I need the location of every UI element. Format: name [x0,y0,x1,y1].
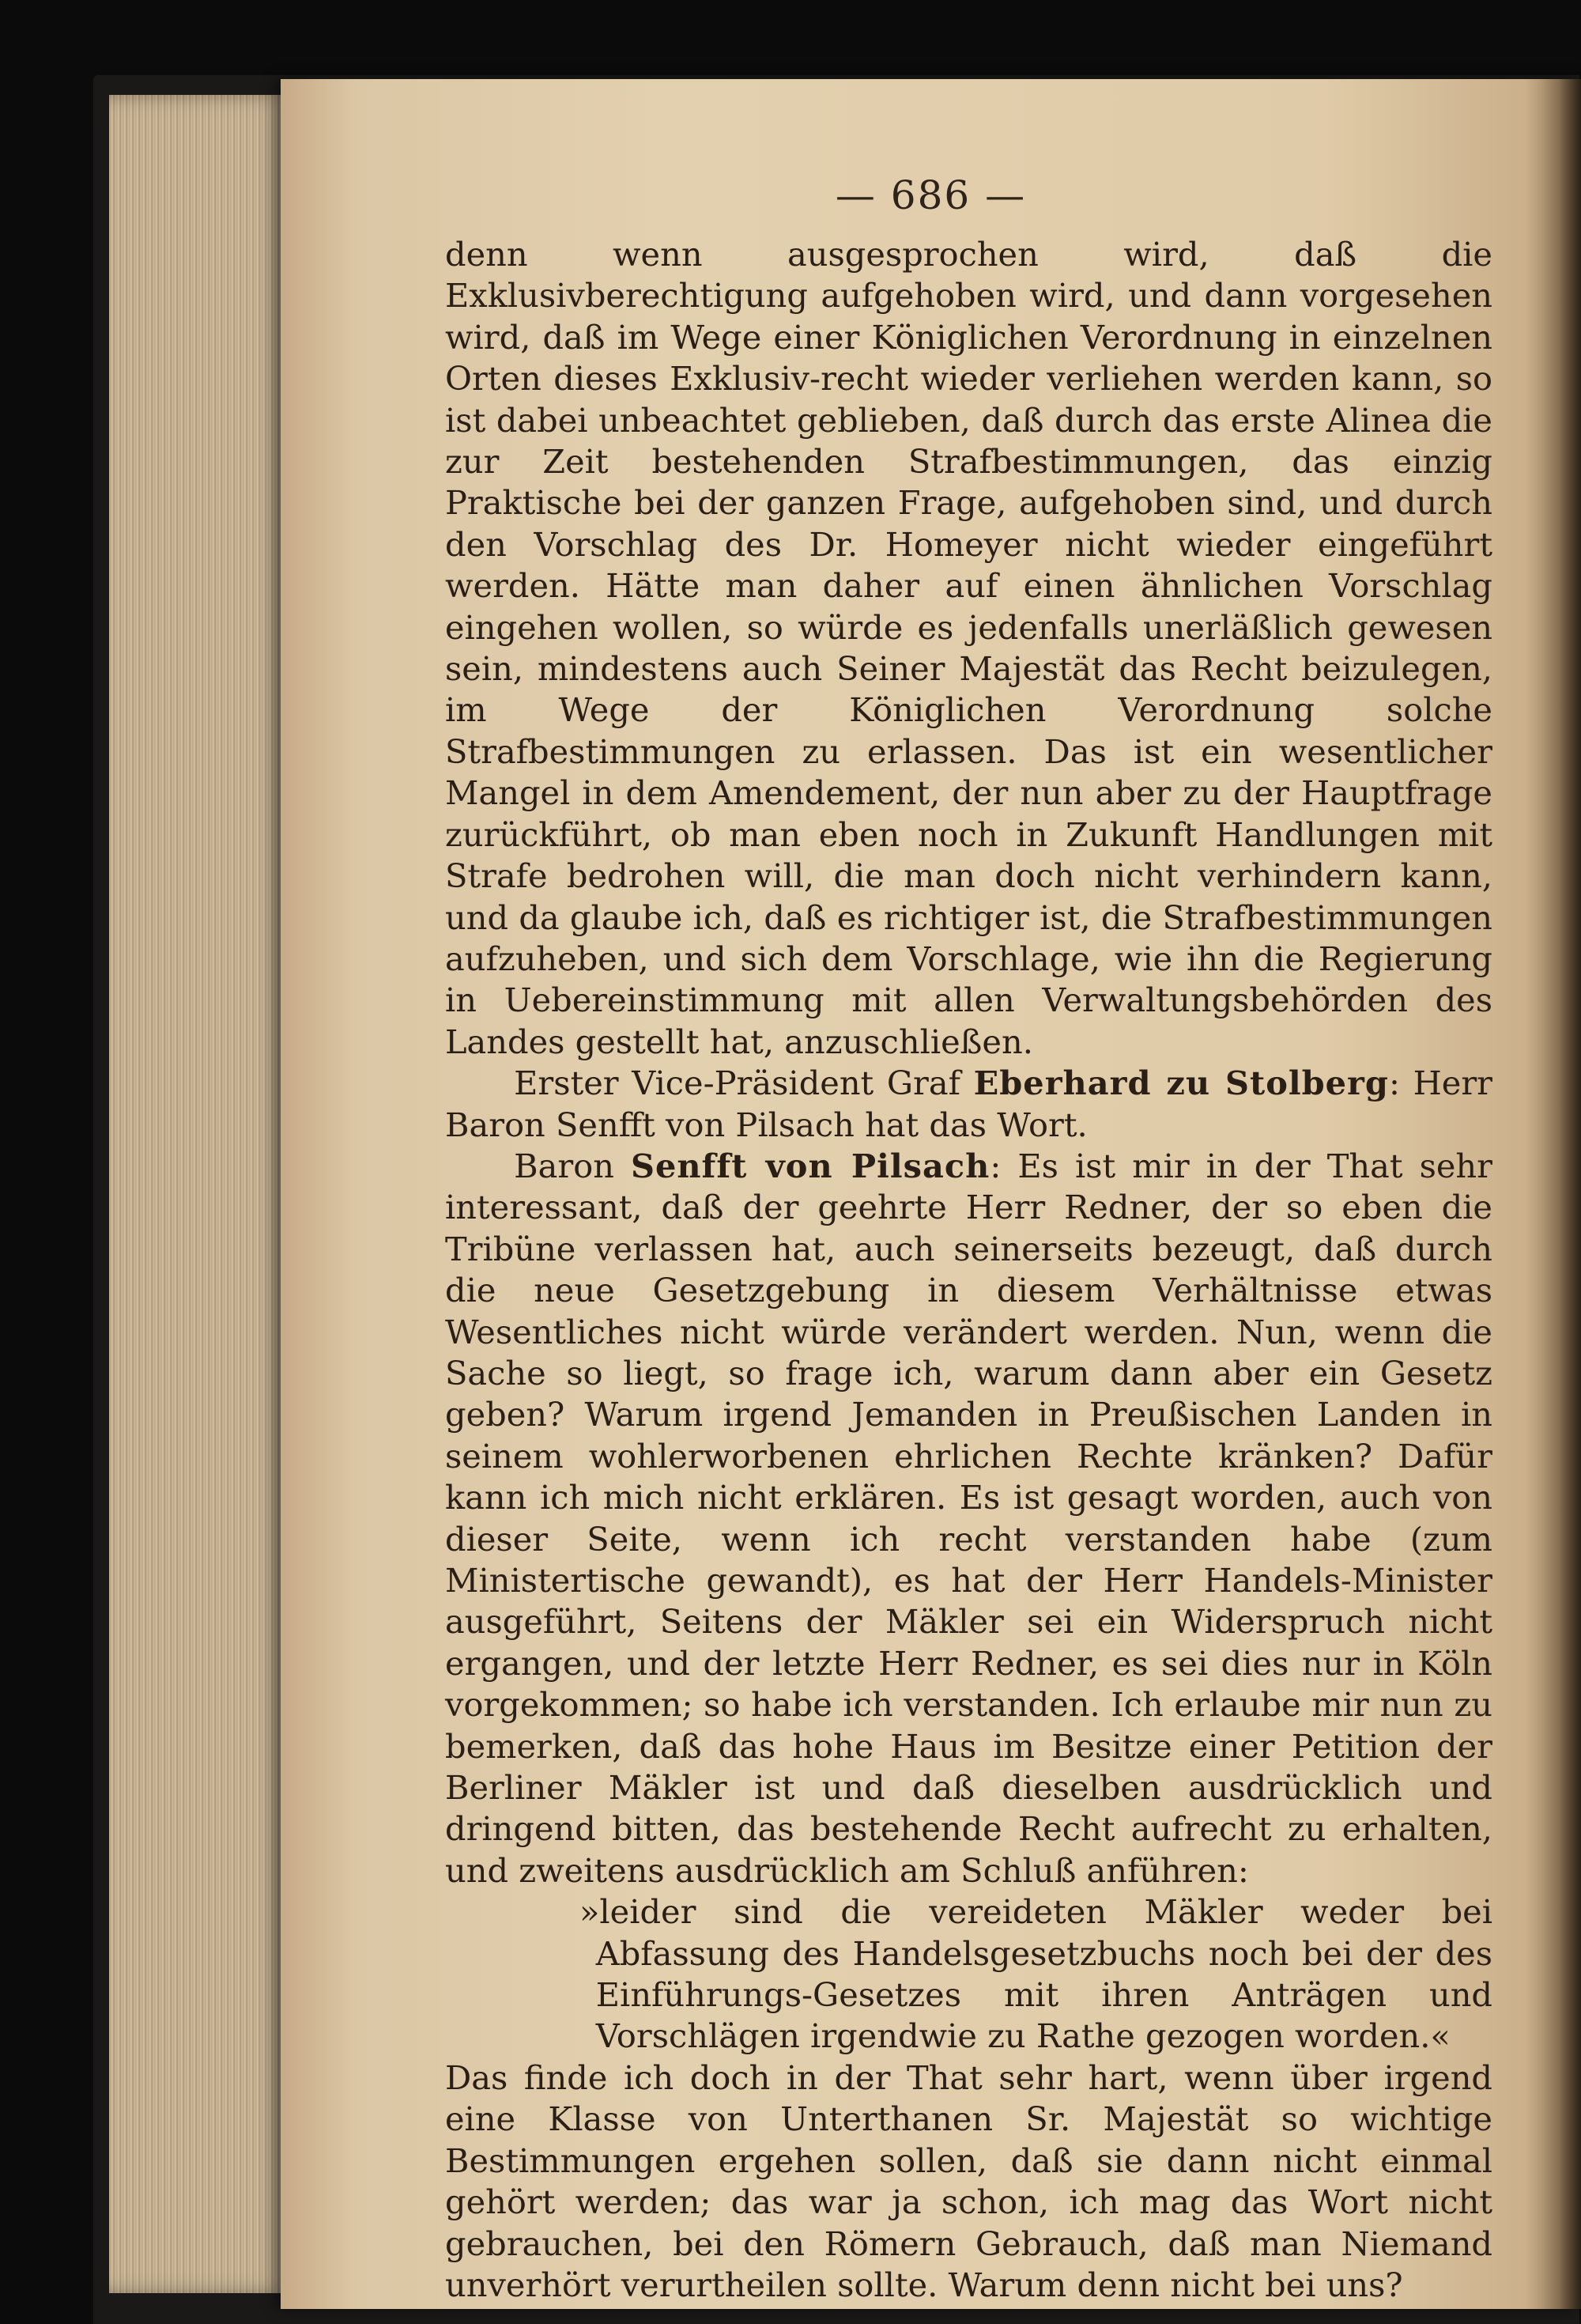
paragraph-2 [445,1063,1492,1146]
paragraph-4: Das finde ich doch in der That sehr hart, wenn über irgend eine Klasse von Unterthanen Sr. Majestät so wichtige Bestimmungen ergehen sollen, daß sie dann nicht einmal gehört werden; das war ja schon, ich mag das Wort nicht gebrauchen, bei den Römern Gebrauch, daß man Niemand unverhört verurtheilen sollte. Warum denn nicht bei uns? [445,2058,1492,2304]
speaker-name-stolberg: Eberhard zu Stolberg [973,1064,1389,1103]
paragraph-3-prefix: Baron [514,1146,614,1185]
paragraph-3 [445,1146,1492,1891]
paragraph-2-prefix: Erster Vice-Präsident Graf [514,1064,960,1103]
paragraph-1: denn wenn ausgesprochen wird, daß die Exklusivberechtigung aufgehoben wird, und dann vorgesehen wird, daß im Wege einer Königlichen Verordnung in einzelnen Orten dieses Exklusiv-recht wieder verliehen werden kann, so ist dabei unbeachtet geblieben, daß durch das erste Alinea die zur Zeit bestehenden Strafbestimmungen, das einzig Praktische bei der ganzen Frage, aufgehoben sind, und durch den Vorschlag des Dr. Homeyer nicht wieder eingeführt werden. Hätte man daher auf einen ähnlichen Vorschlag eingehen wollen, so würde es jedenfalls unerläßlich gewesen sein, mindestens auch Seiner Majestät das Recht beizulegen, im Wege der Königlichen Verordnung solche Strafbestimmungen zu erlassen. Das ist ein wesentlicher Mangel in dem Amendement, der nun aber zu der Hauptfrage zurückführt, ob man eben noch in Zukunft Handlungen mit Strafe bedrohen will, die man doch nicht verhindern kann, und da glaube ich, daß es richtiger ist, die Strafbestimmungen aufzuheben, und sich dem Vorschlage, wie ihn die Regierung in Uebereinstimmung mit allen Verwaltungsbehörden des Landes gestellt hat, anzuschließen. [445,235,1492,1061]
petition-quote: »leider sind die vereideten Mäkler weder bei Abfassung des Handelsgesetzbuchs noch bei der des Einführungs-Gesetzes mit ihren Anträgen und Vorschlägen irgendwie zu Rathe gezogen worden.« [579,1892,1492,2056]
speaker-name-senfft: Senfft von Pilsach [630,1146,990,1185]
book-page [281,79,1581,2309]
paragraph-3-text: : Es ist mir in der That sehr interessant, daß der geehrte Herr Redner, der so eben die Tribüne verlassen hat, auch seinerseits bezeugt, daß durch die neue Gesetzgebung in diesem Verhältnisse etwas Wesentliches nicht würde verändert werden. Nun, wenn die Sache so liegt, so frage ich, warum dann aber ein Gesetz geben? Warum irgend Jemanden in Preußischen Landen in seinem wohlerworbenen ehrlichen Rechte kränken? Dafür kann ich mich nicht erklären. Es ist gesagt worden, auch von dieser Seite, wenn ich recht verstanden habe (zum Ministertische gewandt), es hat der Herr Handels-Minister ausgeführt, Seitens der Mäkler sei ein Widerspruch nicht ergangen, und der letzte Herr Redner, es sei dies nur in Köln vorgekommen; so habe ich verstanden. Ich erlaube mir nun zu bemerken, daß das hohe Haus im Besitze einer Petition der Berliner Mäkler ist und daß dieselben ausdrücklich und dringend bitten, das bestehende Recht aufrecht zu erhalten, und zweitens ausdrücklich am Schluß anführen: [445,1146,1492,1890]
page-gutter [1526,79,1581,2309]
page-number: — 686 — [835,172,1027,218]
paragraph-2-text: : Herr Baron Senfft von Pilsach hat das Wort. [445,1064,1492,1144]
page-edges [109,95,291,2293]
page-body [445,234,1492,2306]
